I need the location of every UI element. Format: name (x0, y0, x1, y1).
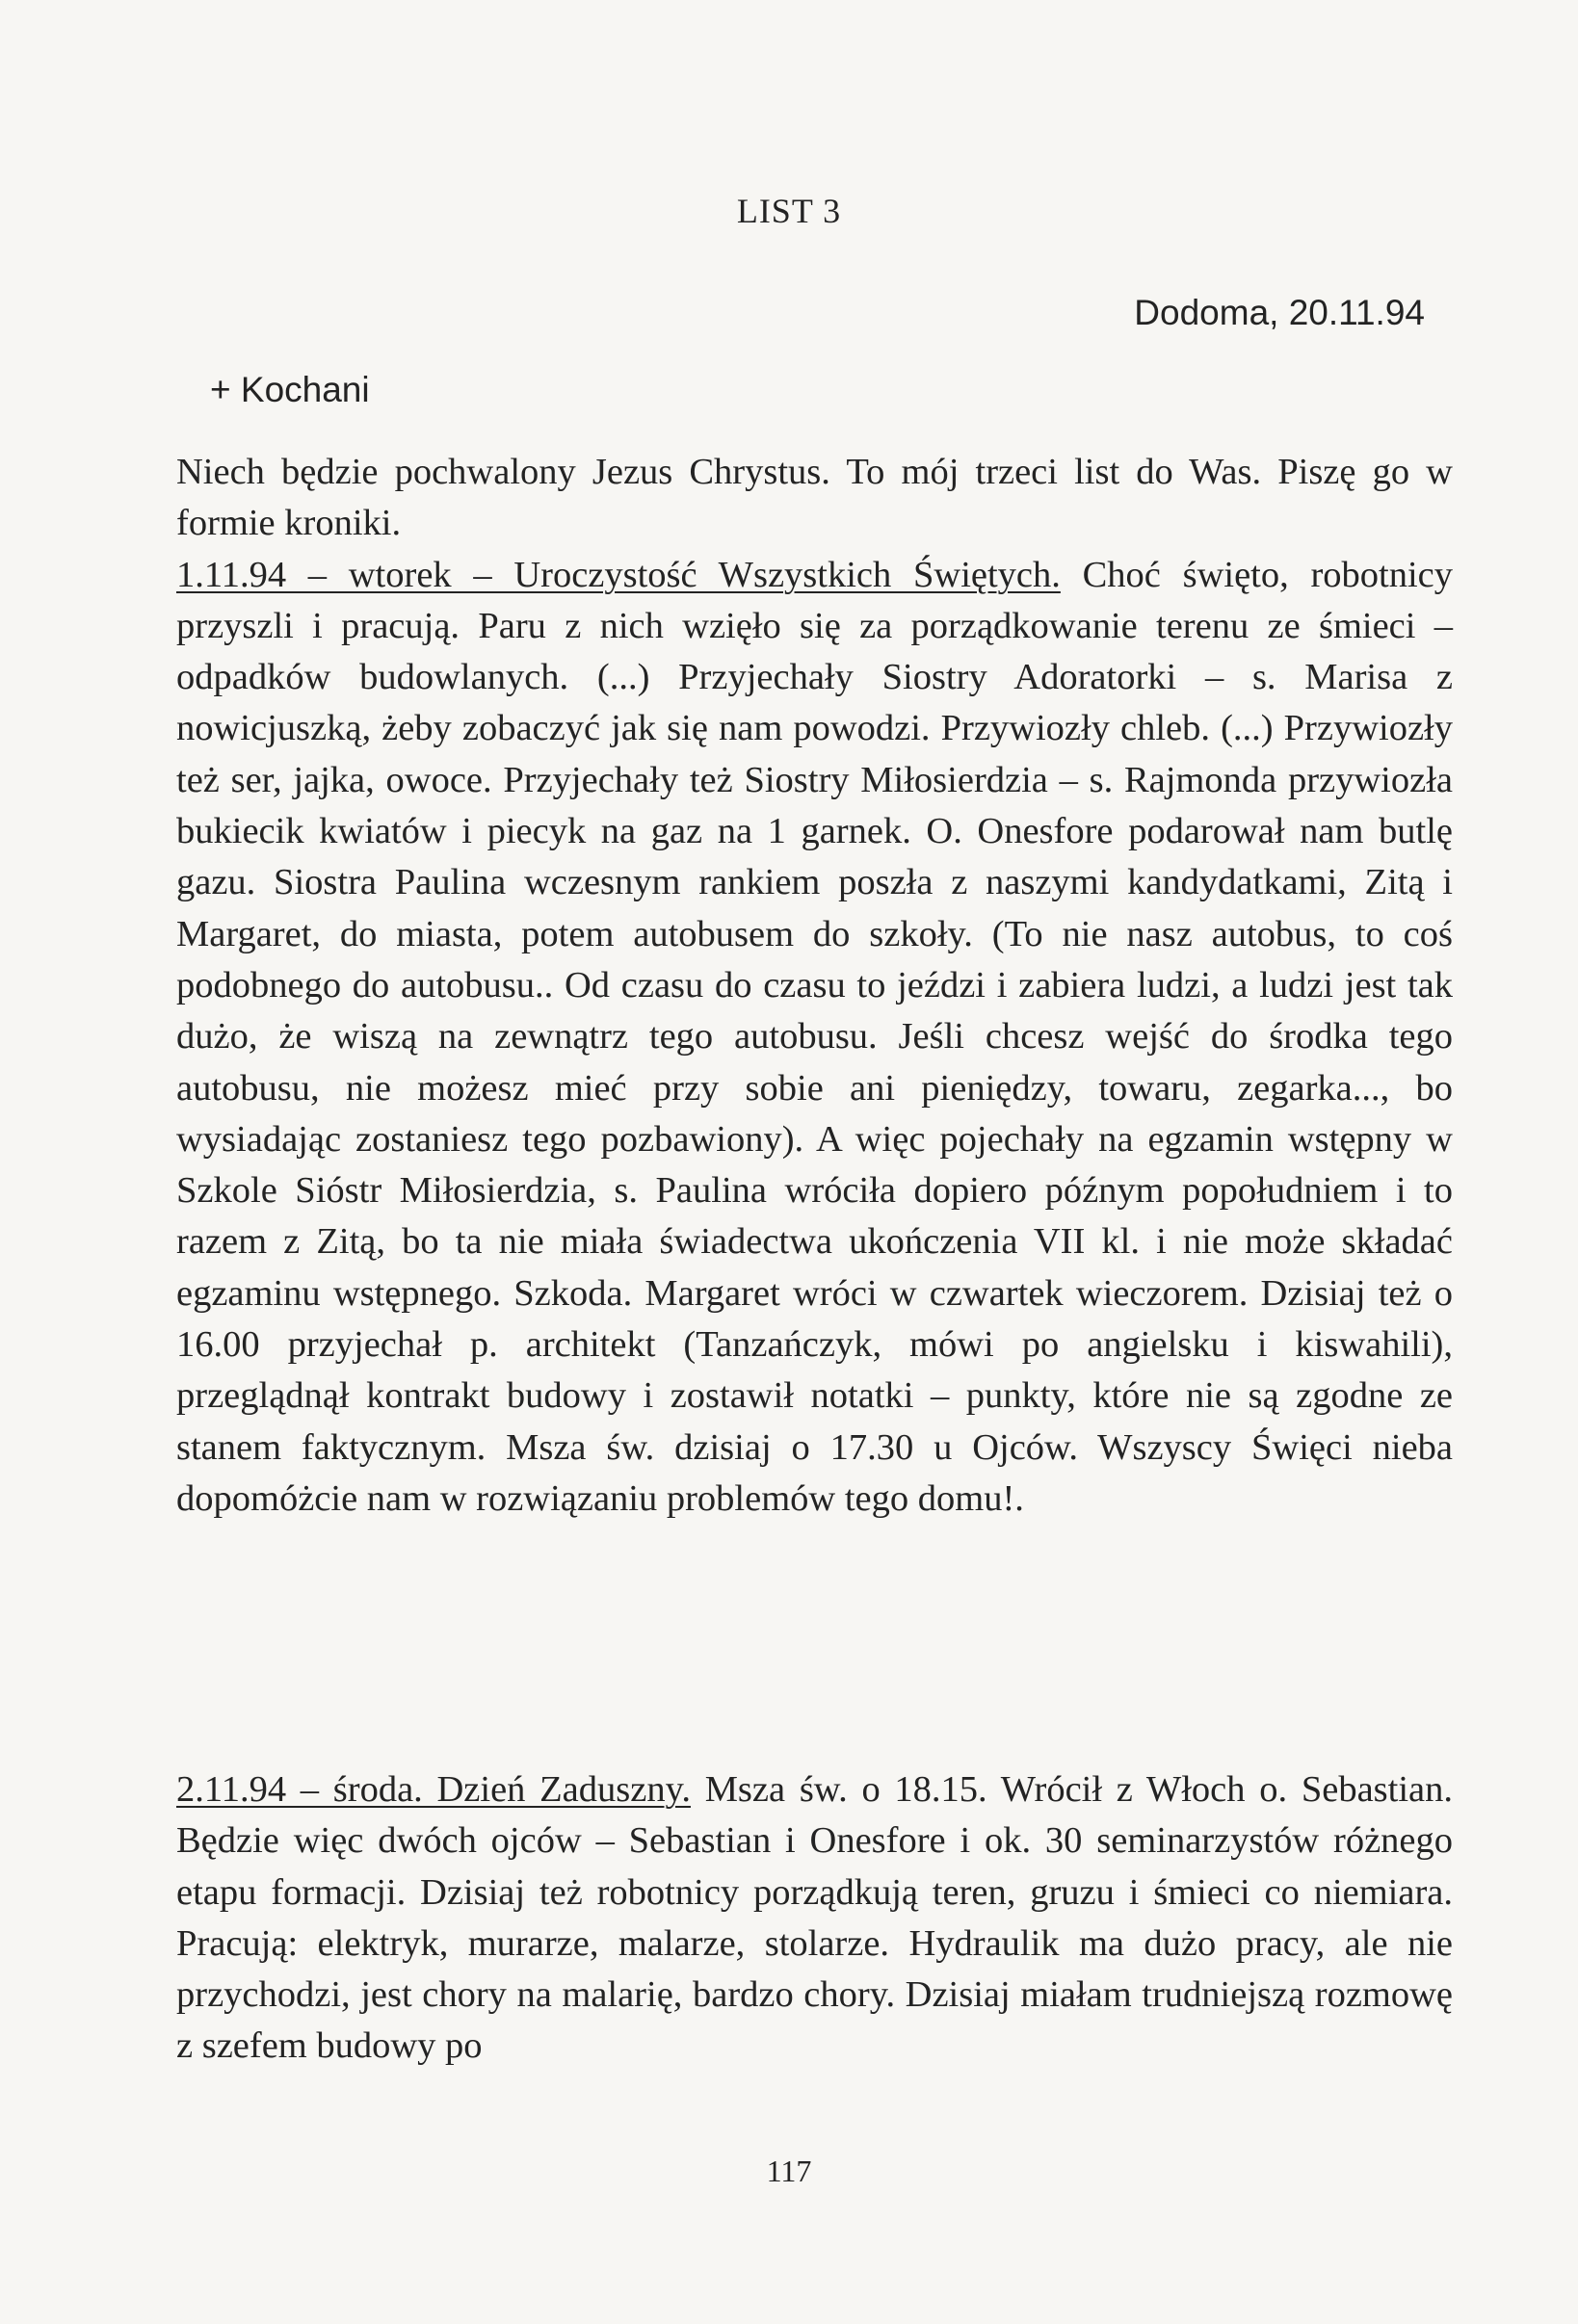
chronicle-entry-1 (176, 447, 1453, 1525)
salutation: + Kochani (210, 370, 370, 409)
entry-text: Msza św. o 18.15. Wrócił z Włoch o. Sebastian. Będzie więc dwóch ojców – Sebastian i Onesfore i ok. 30 seminarzystów różnego etapu formacji. Dzisiaj też robotnicy porządkują teren, gruzu i śmieci co niemiara. Pracują: elektryk, murarze, malarze, stolarze. Hydraulik ma dużo pracy, ale nie przychodzi, jest chory na malarię, bardzo chory. Dzisiaj miałam trudniejszą rozmowę z szefem budowy po (176, 1769, 1454, 2067)
entry-heading: 2.11.94 – środa. Dzień Zaduszny. (176, 1769, 691, 1810)
page-number: 117 (766, 2154, 812, 2188)
place-date: Dodoma, 20.11.94 (1134, 293, 1425, 332)
intro-text: Niech będzie pochwalony Jezus Chrystus. To mój trzeci list do Was. Piszę go w formie kroniki. (176, 452, 1453, 544)
chronicle-entry-2 (176, 1764, 1453, 2073)
letter-title: LIST 3 (736, 192, 842, 230)
entry-text: Choć święto, robotnicy przyszli i pracują. Paru z nich wzięło się za porządkowanie terenu ze śmieci – odpadków budowlanych. (...) Przyjechały Siostry Adoratorki – s. Marisa z nowicjuszką, żeby zobaczyć jak się nam powodzi. Przywiozły chleb. (...) Przywiozły też ser, jajka, owoce. Przyjechały też Siostry Miłosierdzia – s. Rajmonda przywiozła bukiecik kwiatów i piecyk na gaz na 1 garnek. O. Onesfore podarował nam butlę gazu. Siostra Paulina wczesnym rankiem poszła z naszymi kandydatkami, Zitą i Margaret, do miasta, potem autobusem do szkoły. (To nie nasz autobus, to coś podobnego do autobusu.. Od czasu do czasu to jeździ i zabiera ludzi, a ludzi jest tak dużo, że wiszą na zewnątrz tego autobusu. Jeśli chcesz wejść do środka tego autobusu, nie możesz mieć przy sobie ani pieniędzy, towaru, zegarka..., bo wysiadając zostaniesz tego pozbawiony). A więc pojechały na egzamin wstępny w Szkole Sióstr Miłosierdzia, s. Paulina wróciła dopiero późnym popołudniem i to razem z Zitą, bo ta nie miała świadectwa ukończenia VII kl. i nie może składać egzaminu wstępnego. Szkoda. Margaret wróci w czwartek wieczorem. Dzisiaj też o 16.00 przyjechał p. architekt (Tanzańczyk, mówi po angielsku i kiswahili), przeglądnął kontrakt budowy i zostawił notatki – punkty, które nie są zgodne ze stanem faktycznym. Msza św. dzisiaj o 17.30 u Ojców. Wszyscy Święci nieba dopomóżcie nam w rozwiązaniu problemów tego domu!. (176, 554, 1453, 1519)
entry-heading: 1.11.94 – wtorek – Uroczystość Wszystkich Świętych. (176, 554, 1061, 595)
